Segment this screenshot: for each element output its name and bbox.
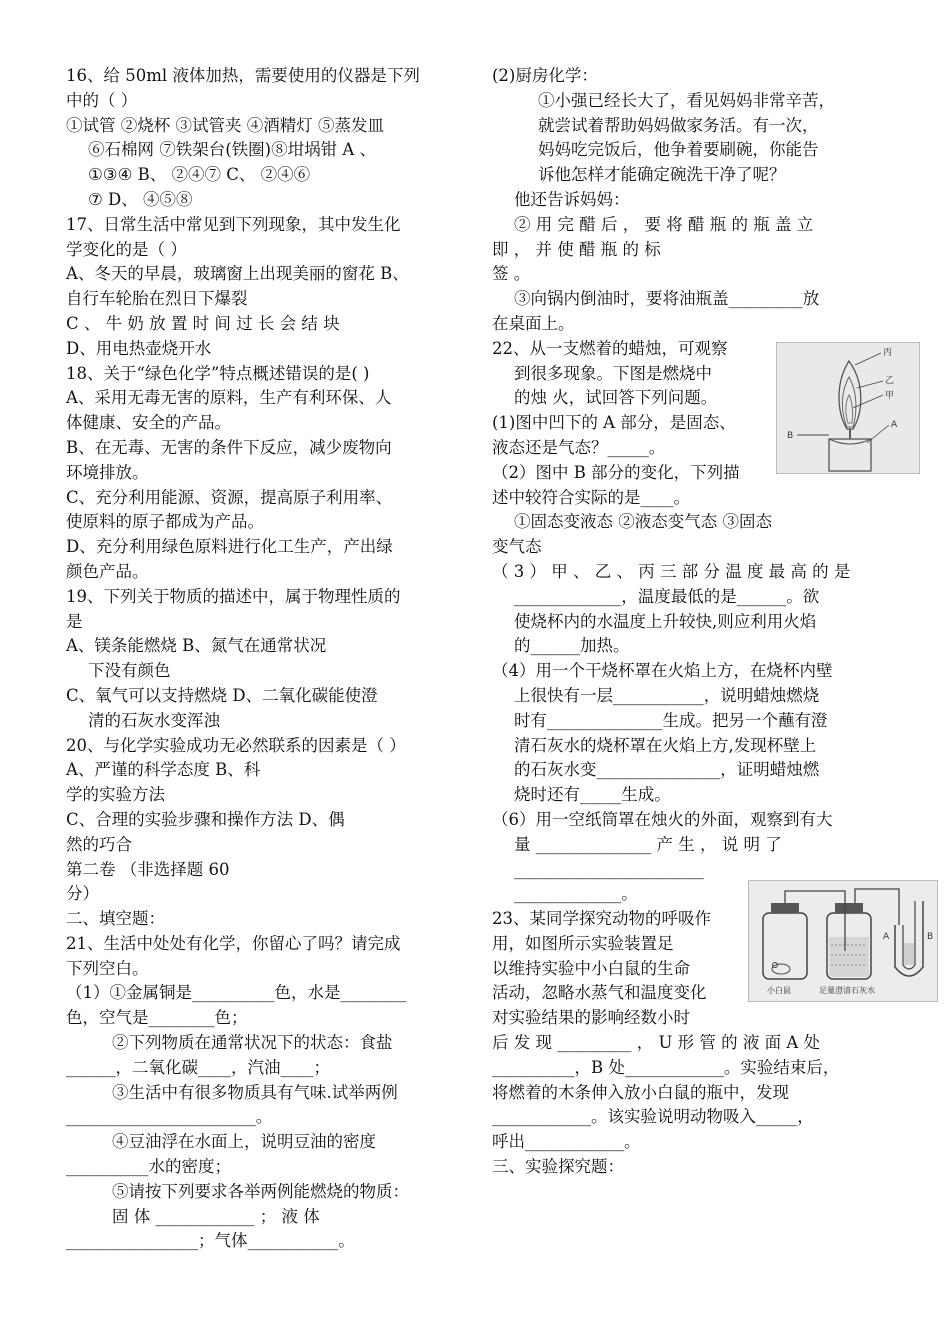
left-line-5: ⑦ D、 ④⑤⑧ (88, 189, 193, 209)
label-a: A (883, 932, 890, 942)
label-mouse: 小白鼠 (767, 986, 791, 995)
right-line-30: （6）用一空纸筒罩在烛火的外面，观察到有大 (492, 809, 833, 829)
right-line-19: 变气态 (492, 537, 542, 557)
right-line-11: 22、从一支燃着的蜡烛，可观察 (492, 338, 728, 358)
left-line-11: D、用电热壶烧开水 (66, 338, 212, 358)
left-line-7: 学变化的是（ ） (66, 239, 187, 259)
left-line-33: 分） (66, 884, 99, 904)
left-line-30: C、合理的实验步骤和操作方法 D、偶 (66, 809, 345, 829)
right-line-0: (2)厨房化学： (492, 66, 598, 85)
left-line-41: ③生活中有很多物质具有气味.试举两例 (112, 1082, 398, 1102)
right-line-10: 在桌面上。 (492, 313, 575, 333)
label-bing: 丙 (883, 348, 893, 358)
left-line-14: 体健康、安全的产品。 (66, 413, 231, 433)
right-line-8: 签 。 (492, 264, 531, 284)
right-line-3: 妈妈吃完饭后，他争着要刷碗，你能告 (538, 140, 819, 160)
left-line-25: C、氧气可以支持燃烧 D、二氧化碳能使澄 (66, 685, 378, 705)
candle-flame-figure (776, 342, 920, 474)
right-line-39: 后 发 现 _________ ， U 形 管 的 液 面 A 处 (492, 1033, 821, 1053)
right-line-18: ①固态变液态 ②液态变气态 ③固态 (514, 512, 772, 532)
left-line-23: A、镁条能燃烧 B、氮气在通常状况 (66, 636, 327, 656)
left-line-15: B、在无毒、无害的条件下反应，减少废物向 (66, 437, 392, 457)
left-line-6: 17、日常生活中常见到下列现象，其中发生化 (66, 214, 401, 234)
right-line-7: 即 ， 并 使 醋 瓶 的 标 (492, 239, 661, 259)
right-line-38: 对实验结果的影响经数小时 (492, 1008, 690, 1028)
right-line-21: _____________，温度最低的是______。欲 (514, 586, 820, 606)
left-line-43: ④豆油浮在水面上，说明豆油的密度 (112, 1132, 376, 1152)
right-line-5: 他还告诉妈妈： (514, 189, 630, 209)
right-line-32: _______________________ (514, 859, 704, 879)
label-limewater: 足量澄清石灰水 (819, 986, 875, 995)
right-line-40: __________，B 处____________。实验结束后， (492, 1057, 840, 1077)
left-line-38: 色，空气是________色； (66, 1008, 248, 1028)
candle-flame-drawing (777, 343, 919, 473)
right-line-15: 液态还是气态？_____。 (492, 437, 666, 457)
right-line-35: 用，如图所示实验装置足 (492, 933, 674, 953)
left-line-10: C 、 牛 奶 放 置 时 间 过 长 会 结 块 (66, 313, 340, 333)
right-line-28: 的石灰水变_______________，证明蜡烛燃 (514, 760, 820, 780)
left-line-47: ________________；气体___________。 (66, 1231, 355, 1251)
left-line-0: 16、给 50ml 液体加热，需要使用的仪器是下列 (66, 66, 420, 85)
right-line-20: （ 3 ） 甲 、 乙 、 丙 三 部 分 温 度 最 高 的 是 (492, 561, 851, 581)
right-line-1: ①小强已经长大了，看见妈妈非常辛苦， (538, 90, 835, 110)
respiration-apparatus-figure (748, 880, 938, 1002)
left-line-42: _______________________。 (66, 1107, 273, 1127)
left-line-29: 学的实验方法 (66, 785, 165, 805)
right-line-6: ② 用 完 醋 后 ， 要 将 醋 瓶 的 瓶 盖 立 (514, 214, 814, 234)
label-a: A (891, 420, 898, 430)
right-column (492, 64, 884, 1180)
left-line-4: ①③④ B、 ②④⑦ C、 ②④⑥ (88, 165, 311, 185)
left-line-20: 颜色产品。 (66, 561, 149, 581)
right-line-31: 量 ______________ 产 生 ， 说 明 了 (514, 834, 782, 854)
left-line-17: C、充分利用能源、资源，提高原子利用率、 (66, 487, 393, 507)
left-line-18: 使原料的原子都成为产品。 (66, 512, 264, 532)
right-line-16: （2）图中 B 部分的变化，下列描 (492, 462, 740, 482)
right-line-27: 清石灰水的烧杯罩在火焰上方,发现杯壁上 (514, 735, 817, 755)
label-b: B (927, 932, 934, 942)
left-line-9: 自行车轮胎在烈日下爆裂 (66, 289, 248, 309)
left-line-45: ⑤请按下列要求各举两例能燃烧的物质： (112, 1181, 409, 1201)
left-line-19: D、充分利用绿色原料进行化工生产，产出绿 (66, 537, 393, 557)
right-line-33: _____________。 (514, 884, 638, 904)
right-line-17: 述中较符合实际的是____。 (492, 487, 690, 507)
right-line-36: 以维持实验中小白鼠的生命 (492, 958, 690, 978)
left-line-21: 19、下列关于物质的描述中，属于物理性质的 (66, 586, 401, 606)
right-line-13: 的烛 火，试回答下列问题。 (514, 388, 718, 408)
left-line-31: 然的巧合 (66, 834, 132, 854)
right-line-24: （4）用一个干烧杯罩在火焰上方，在烧杯内壁 (492, 661, 833, 681)
left-line-39: ②下列物质在通常状况下的状态：食盐 (112, 1033, 393, 1053)
label-b: B (787, 431, 794, 441)
right-line-2: 就尝试着帮助妈妈做家务活。有一次， (538, 115, 819, 135)
left-line-16: 环境排放。 (66, 462, 149, 482)
left-line-32: 第二卷 （非选择题 60 (66, 859, 230, 879)
right-line-41: 将燃着的木条伸入放小白鼠的瓶中，发现 (492, 1082, 789, 1102)
right-line-22: 使烧杯内的水温度上升较快,则应利用火焰 (514, 611, 817, 631)
right-line-44: 三、实验探究题： (492, 1157, 624, 1177)
right-line-29: 烧时还有_____生成。 (514, 785, 671, 805)
left-line-35: 21、生活中处处有化学，你留心了吗？请完成 (66, 933, 401, 953)
right-line-42: ____________。该实验说明动物吸入_____， (492, 1107, 814, 1127)
left-line-26: 清的石灰水变浑浊 (88, 710, 220, 730)
label-jia: 甲 (885, 391, 895, 401)
right-line-34: 23、某同学探究动物的呼吸作 (492, 909, 711, 929)
respiration-apparatus-drawing (749, 881, 937, 1001)
left-line-13: A、采用无毒无害的原料，生产有利环保、人 (66, 388, 392, 408)
right-line-37: 活动，忽略水蒸气和温度变化 (492, 983, 707, 1003)
left-line-24: 下没有颜色 (88, 661, 171, 681)
right-line-9: ③向锅内倒油时，要将油瓶盖_________放 (514, 289, 820, 309)
left-line-36: 下列空白。 (66, 958, 149, 978)
left-line-34: 二、填空题： (66, 909, 165, 929)
left-line-3: ⑥石棉网 ⑦铁架台(铁圈)⑧坩埚钳 A 、 (88, 140, 377, 160)
right-line-14: (1)图中凹下的 A 部分，是固态、 (492, 413, 736, 433)
left-line-1: 中的（ ） (66, 90, 138, 110)
right-line-25: 上很快有一层___________，说明蜡烛燃烧 (514, 685, 820, 705)
left-line-28: A、严谨的科学态度 B、科 (66, 760, 261, 780)
left-line-46: 固 体 ____________ ； 液 体 (112, 1206, 320, 1226)
left-line-44: __________水的密度； (66, 1157, 231, 1177)
left-line-2: ①试管 ②烧杯 ③试管夹 ④酒精灯 ⑤蒸发皿 (66, 115, 384, 135)
left-line-40: ______，二氧化碳____，汽油____； (66, 1057, 330, 1077)
left-line-27: 20、与化学实验成功无必然联系的因素是（ ） (66, 735, 406, 755)
left-line-37: （1）①金属铜是__________色，水是________ (66, 983, 407, 1003)
right-line-23: 的______加热。 (514, 636, 630, 656)
left-line-12: 18、关于“绿色化学”特点概述错误的是( ) (66, 363, 370, 383)
left-line-8: A、冬天的早晨，玻璃窗上出现美丽的窗花 B、 (66, 264, 409, 284)
left-line-22: 是 (66, 611, 83, 631)
right-line-4: 诉他怎样才能确定碗洗干净了呢？ (538, 165, 786, 185)
right-line-43: 呼出____________。 (492, 1132, 641, 1152)
label-yi: 乙 (885, 376, 895, 386)
left-column (66, 64, 466, 1254)
right-line-26: 时有______________生成。把另一个蘸有澄 (514, 710, 828, 730)
right-line-12: 到很多现象。下图是燃烧中 (514, 363, 712, 383)
